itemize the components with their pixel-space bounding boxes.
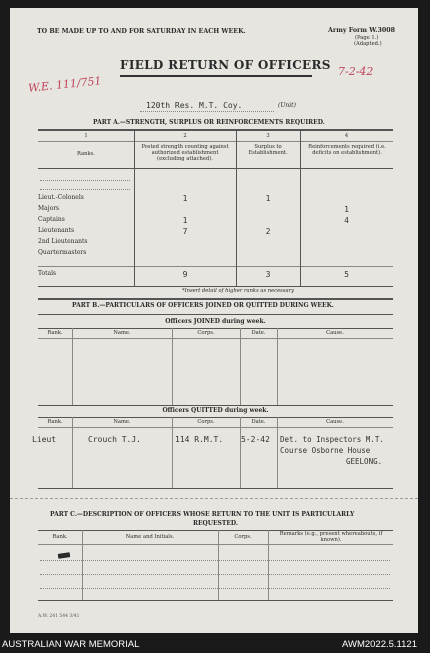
part-a-header-rule <box>38 168 393 169</box>
blank-rank-line-2 <box>40 189 130 190</box>
quitted-bottom-rule <box>38 488 393 489</box>
instruction-text: TO BE MADE UP TO AND FOR SATURDAY IN EACH WEEK. <box>37 28 246 35</box>
part-a-footnote: *Insert detail of higher ranks as necessary <box>182 288 295 294</box>
joined-col-divider <box>72 328 73 405</box>
unit-name: 120th Res. M.T. Coy. <box>146 101 243 110</box>
posted-value: 1 <box>182 194 188 203</box>
col-number-2: 2 <box>183 133 187 139</box>
part-c-row-line <box>40 560 390 561</box>
quitted-date: 5-2-42 <box>241 435 270 444</box>
quitted-name: Crouch T.J. <box>88 435 141 444</box>
joined-title: Officers JOINED during week. <box>165 318 266 325</box>
unit-dotted-line <box>140 111 274 112</box>
joined-col-divider <box>172 328 173 405</box>
total-surplus: 3 <box>265 270 271 279</box>
blank-rank-line-1 <box>40 180 130 181</box>
form-sheet <box>10 8 418 633</box>
form-number: Army Form W.3008 <box>328 27 396 34</box>
posted-value: 7 <box>182 227 188 236</box>
part-a-col-divider-1 <box>134 129 135 286</box>
quitted-col-name: Name. <box>113 419 131 425</box>
unit-label: (Unit) <box>278 102 296 109</box>
ranks-header: Ranks. <box>77 151 95 157</box>
posted-header: Posted strength counting against authorized establishment (excluding attached). <box>141 144 229 162</box>
handwritten-date: 7-2-42 <box>338 65 374 78</box>
part-c-col-divider <box>218 530 219 600</box>
rank-label: Lieut.-Colonels <box>38 194 84 201</box>
archive-credit: AUSTRALIAN WAR MEMORIAL <box>2 639 140 650</box>
quitted-col-divider <box>72 417 73 488</box>
page-number: (Page 1.) <box>355 35 379 41</box>
handwritten-reference: W.E. 111/751 <box>27 74 103 95</box>
joined-header-rule <box>38 338 393 339</box>
quitted-cause-line-1: Det. to Inspectors M.T. <box>280 435 384 444</box>
quitted-header-rule <box>38 427 393 428</box>
quitted-rank: Lieut <box>32 435 57 444</box>
part-a-number-rule <box>38 141 393 142</box>
quitted-col-divider <box>172 417 173 488</box>
part-c-col-corps: Corps. <box>234 534 252 540</box>
reinforcements-value: 4 <box>344 216 349 225</box>
quitted-cause-line-3: GEELONG. <box>346 457 383 466</box>
rank-label: 2nd Lieutenants <box>38 238 88 245</box>
quitted-corps: 114 R.M.T. <box>175 435 224 444</box>
part-a-col-divider-2 <box>236 129 237 286</box>
part-c-col-divider <box>82 530 83 600</box>
col-number-3: 3 <box>266 133 270 139</box>
adapted-label: (Adapted.) <box>354 41 382 47</box>
rank-label: Majors <box>38 205 60 212</box>
quitted-col-rank: Rank. <box>47 419 63 425</box>
part-c-heading-line-2: REQUESTED. <box>192 520 239 527</box>
joined-col-divider <box>240 328 241 405</box>
part-c-col-name: Name and Initials. <box>125 534 175 540</box>
quitted-cause-line-2: Course Osborne House <box>280 446 371 455</box>
total-reinforcements: 5 <box>344 270 349 279</box>
part-c-heading-line-1: PART C.—DESCRIPTION OF OFFICERS WHOSE RETURN TO THE UNIT IS PARTICULARLY <box>50 511 355 518</box>
posted-value: 1 <box>182 216 188 225</box>
part-a-bottom-rule <box>38 286 393 287</box>
quitted-title: Officers QUITTED during week. <box>162 407 269 414</box>
part-c-header-rule <box>38 544 393 545</box>
quitted-col-cause: Cause. <box>326 419 344 425</box>
totals-label: Totals <box>38 270 57 277</box>
quitted-col-date: Date. <box>251 419 266 425</box>
rank-label: Quartermasters <box>38 249 87 256</box>
joined-col-divider <box>277 328 278 405</box>
surplus-value: 1 <box>265 194 271 203</box>
reinforcements-value: 1 <box>344 205 349 214</box>
part-c-col-remarks: Remarks (e.g., present whereabouts, if known). <box>279 531 383 543</box>
part-a-heading: PART A.—STRENGTH, SURPLUS OR REINFORCEMENTS REQUIRED. <box>93 119 325 126</box>
part-c-col-rank: Rank. <box>52 534 68 540</box>
part-a-top-rule <box>38 129 393 131</box>
joined-col-rank: Rank. <box>47 330 63 336</box>
paper-fold-line <box>10 498 418 499</box>
joined-col-cause: Cause. <box>326 330 344 336</box>
part-a-totals-rule <box>38 266 393 267</box>
part-c-row-line <box>40 574 390 575</box>
title-underline <box>120 75 312 77</box>
rank-label: Captains <box>38 216 65 223</box>
joined-col-corps: Corps. <box>197 330 215 336</box>
form-title: FIELD RETURN OF OFFICERS <box>120 58 331 72</box>
printer-note: A.W. 241 544 3/41 <box>38 614 80 619</box>
total-posted: 9 <box>182 270 188 279</box>
part-b-heading: PART B.—PARTICULARS OF OFFICERS JOINED OR QUITTED DURING WEEK. <box>72 302 334 309</box>
reinforcements-header: Reinforcements required (i.e. deficits on establishment). <box>308 144 386 156</box>
joined-col-date: Date. <box>251 330 266 336</box>
part-b-top-rule <box>38 298 393 300</box>
part-c-bottom-rule <box>38 600 393 601</box>
part-c-col-divider <box>268 530 269 600</box>
joined-top-rule <box>38 328 393 329</box>
part-c-row-line <box>40 588 390 589</box>
quitted-top-rule <box>38 417 393 418</box>
part-b-heading-rule <box>38 314 393 315</box>
quitted-col-divider <box>277 417 278 488</box>
col-number-4: 4 <box>344 133 349 139</box>
joined-bottom-rule <box>38 405 393 406</box>
surplus-header: Surplus to Establishment. <box>248 144 288 156</box>
col-number-1: 1 <box>84 133 88 139</box>
quitted-col-divider <box>240 417 241 488</box>
rank-label: Lieutenants <box>38 227 75 234</box>
surplus-value: 2 <box>265 227 271 236</box>
archive-accession-number: AWM2022.5.1121 <box>342 639 417 650</box>
quitted-col-corps: Corps. <box>197 419 215 425</box>
ink-mark <box>58 552 71 559</box>
joined-col-name: Name. <box>113 330 131 336</box>
